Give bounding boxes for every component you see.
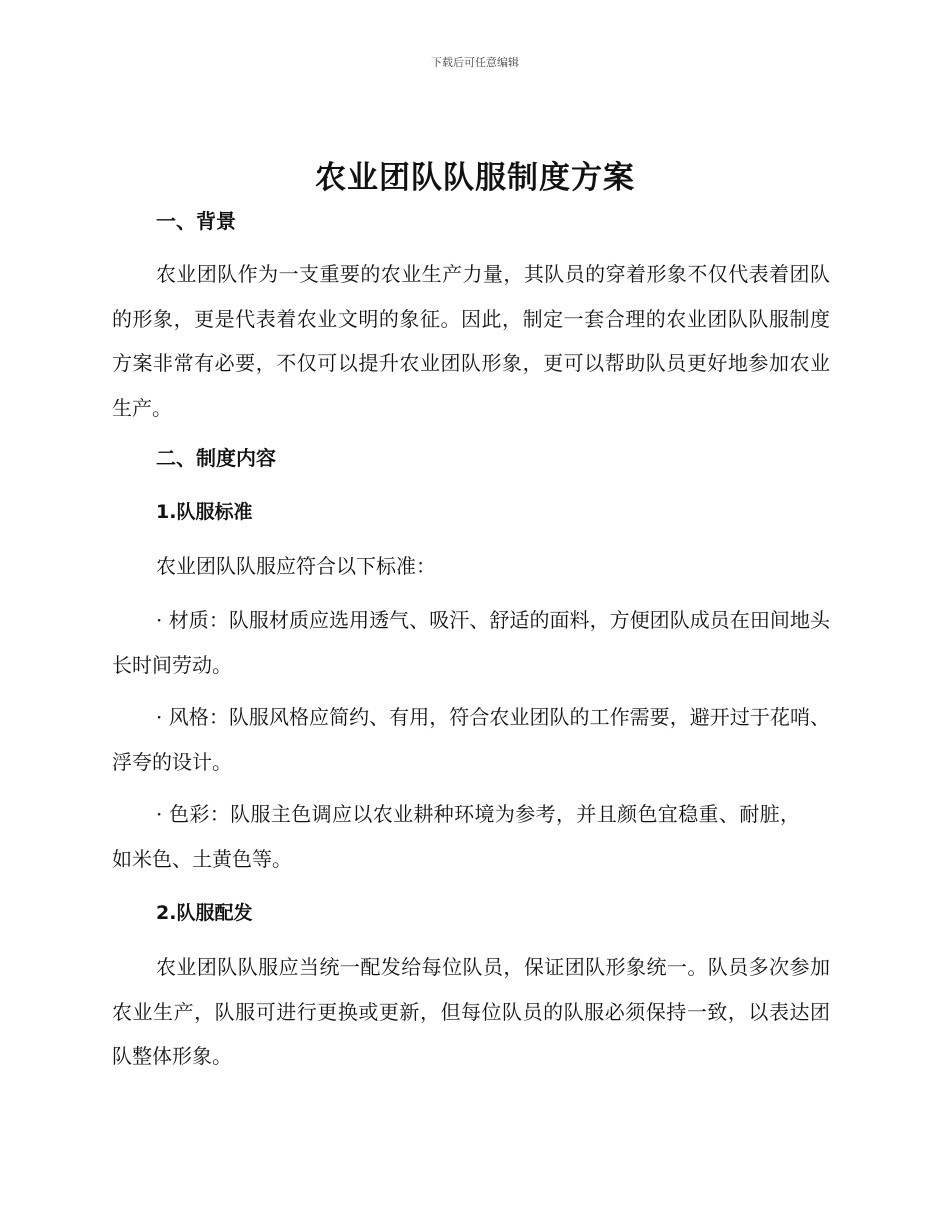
section-heading-content: 二、制度内容 xyxy=(156,446,276,470)
section-background-heading-wrap xyxy=(112,205,830,234)
distribution-paragraph-wrap xyxy=(112,945,830,1079)
standard-intro: 农业团队队服应符合以下标准： xyxy=(156,554,436,578)
section-background-paragraph-wrap xyxy=(112,252,830,430)
subsection-heading-distribution: 2.队服配发 xyxy=(156,902,253,924)
section-heading-background: 一、背景 xyxy=(156,209,236,233)
standard-item-style-wrap xyxy=(112,695,830,784)
standard-item-style: · 风格：队服风格应简约、有用，符合农业团队的工作需要，避开过于花哨、浮夸的设计。 xyxy=(112,705,830,774)
subsection-distribution-heading-wrap xyxy=(112,898,830,925)
subsection-heading-standard: 1.队服标准 xyxy=(156,501,253,523)
subsection-standard-heading-wrap xyxy=(112,497,830,524)
standard-item-color-wrap xyxy=(112,792,830,881)
standard-intro-wrap xyxy=(112,551,830,581)
standard-item-material: · 材质：队服材质应选用透气、吸汗、舒适的面料，方便团队成员在田间地头长时间劳动。 xyxy=(112,608,830,677)
distribution-paragraph: 农业团队队服应当统一配发给每位队员，保证团队形象统一。队员多次参加农业生产，队服可进行更换或更新，但每位队员的队服必须保持一致，以表达团队整体形象。 xyxy=(112,955,830,1068)
page-header-note: 下载后可任意编辑 xyxy=(431,56,519,69)
background-paragraph: 农业团队作为一支重要的农业生产力量，其队员的穿着形象不仅代表着团队的形象，更是代表着农业文明的象征。因此，制定一套合理的农业团队队服制度方案非常有必要，不仅可以提升农业团队形象，更可以帮助队员更好地参加农业生产。 xyxy=(112,262,830,420)
section-content-heading-wrap xyxy=(112,442,830,471)
document-title: 农业团队队服制度方案 xyxy=(315,160,635,196)
standard-item-color: · 色彩：队服主色调应以农业耕种环境为参考，并且颜色宜稳重、耐脏，如米色、土黄色等。 xyxy=(112,802,800,871)
standard-item-material-wrap xyxy=(112,598,830,687)
